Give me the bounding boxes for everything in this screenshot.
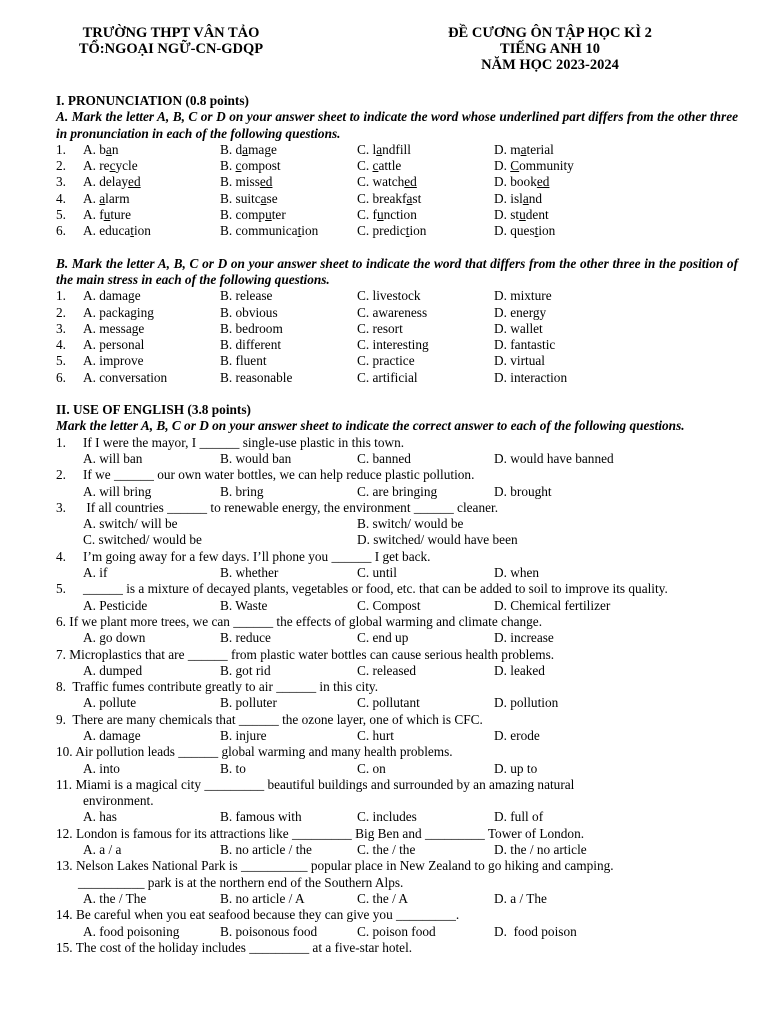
option-c[interactable]: C. are bringing [357, 483, 438, 499]
option-d[interactable]: D. erode [494, 727, 540, 743]
option-c[interactable]: C. resort [357, 320, 403, 336]
option-c[interactable]: C. the / A [357, 890, 408, 906]
option-b[interactable]: B. suitcase [220, 190, 278, 206]
question: 4. I’m going away for a few days. I’ll phone you ______ I get back. [56, 548, 431, 564]
question: 7. Microplastics that are ______ from plastic water bottles can cause serious health problems. [56, 646, 555, 662]
option-c[interactable]: C. interesting [357, 337, 429, 353]
option-b[interactable]: B. famous with [220, 809, 302, 825]
option-d[interactable]: D. student [494, 207, 549, 223]
option-b[interactable]: B. switch/ would be [357, 516, 464, 532]
question-number: 4. [56, 190, 66, 206]
options-row [56, 484, 738, 500]
option-a[interactable]: A. delayed [83, 174, 141, 190]
question: 5. ______ is a mixture of decayed plants, vegetables or food, etc. that can be added to soil to improve its quality. [56, 581, 668, 597]
question-number: 3. [56, 320, 66, 336]
question: 10. Air pollution leads ______ global warming and many health problems. [56, 744, 453, 760]
question: 12. London is famous for its attractions like _________ Big Ben and _________ Tower of London. [56, 825, 585, 841]
option-a[interactable]: A. switch/ will be [83, 516, 178, 532]
department-name: TỔ:NGOẠI NGỮ-CN-GDQP [78, 41, 264, 57]
question-number: 5. [56, 207, 66, 223]
subject: TIẾNG ANH 10 [500, 41, 600, 57]
option-d[interactable]: D. Community [494, 158, 574, 174]
option-a[interactable]: A. education [83, 223, 151, 239]
option-b[interactable]: B. reduce [220, 630, 271, 646]
option-d[interactable]: D. mixture [494, 288, 552, 304]
option-b[interactable]: B. communication [220, 223, 319, 239]
pron-a-row [56, 223, 738, 239]
option-d[interactable]: D. material [494, 141, 554, 157]
option-d[interactable]: D. island [494, 190, 543, 206]
option-a[interactable]: A. future [83, 207, 132, 223]
option-c[interactable]: C. prediction [357, 223, 427, 239]
option-b[interactable]: B. bedroom [220, 320, 283, 336]
option-b[interactable]: B. release [220, 288, 273, 304]
stress-b-row [56, 305, 738, 321]
option-d[interactable]: D. food poison [494, 923, 577, 939]
option-b[interactable]: B. poisonous food [220, 923, 318, 939]
pron-a-row [56, 207, 738, 223]
question-number: 1. [56, 141, 66, 157]
pron-a-row [56, 174, 738, 190]
option-d[interactable]: D. question [494, 223, 556, 239]
option-a[interactable]: A. will bring [83, 483, 152, 499]
option-d[interactable]: D. switched/ would have been [357, 532, 518, 548]
option-a[interactable]: A. a / a [83, 842, 122, 858]
option-d[interactable]: D. a / The [494, 890, 547, 906]
option-b[interactable]: B. obvious [220, 304, 278, 320]
option-b[interactable]: B. got rid [220, 662, 271, 678]
question-number: 5. [56, 353, 66, 369]
option-d[interactable]: D. the / no article [494, 842, 587, 858]
question: 14. Be careful when you eat seafood because they can give you _________. [56, 907, 460, 923]
pronunciation-part-b [56, 288, 738, 386]
question-continuation: environment. [83, 793, 154, 809]
option-c[interactable]: C. livestock [357, 288, 421, 304]
option-d[interactable]: D. virtual [494, 353, 545, 369]
option-d[interactable]: D. interaction [494, 369, 568, 385]
option-a[interactable]: A. pollute [83, 695, 137, 711]
option-a[interactable]: A. improve [83, 353, 144, 369]
option-c[interactable]: C. switched/ would be [83, 532, 202, 548]
option-c[interactable]: C. the / the [357, 842, 416, 858]
option-a[interactable]: A. ban [83, 141, 119, 157]
question-number: 3. [56, 174, 66, 190]
option-c[interactable]: C. includes [357, 809, 417, 825]
options-row [56, 630, 738, 646]
section-title: II. USE OF ENGLISH (3.8 points) [56, 402, 251, 418]
options-row [56, 565, 738, 581]
options-row [56, 663, 738, 679]
option-b[interactable]: B. would ban [220, 450, 292, 466]
option-d[interactable]: D. increase [494, 630, 554, 646]
question: 13. Nelson Lakes National Park is __________ popular place in New Zealand to go hiking and camping. [56, 858, 614, 874]
question-number: 2. [56, 304, 66, 320]
option-c[interactable]: C. artificial [357, 369, 418, 385]
option-d[interactable]: D. up to [494, 760, 538, 776]
option-b[interactable]: B. no article / A [220, 890, 305, 906]
school-year: NĂM HỌC 2023-2024 [481, 57, 619, 73]
stress-b-row [56, 321, 738, 337]
exam-content [56, 93, 738, 956]
question: 15. The cost of the holiday includes _________ at a five-star hotel. [56, 939, 413, 955]
question-number: 4. [56, 337, 66, 353]
option-b[interactable]: B. missed [220, 174, 273, 190]
options-row [56, 924, 738, 940]
option-c[interactable]: C. awareness [357, 304, 428, 320]
pronunciation-part-a [56, 142, 738, 240]
instruction: A. Mark the letter A, B, C or D on your answer sheet to indicate the word whose underlined part differs from the other three in pronunciation in each of the following questions. [56, 109, 738, 141]
option-a[interactable]: A. if [83, 565, 108, 581]
option-a[interactable]: A. damage [83, 727, 141, 743]
option-a[interactable]: A. food poisoning [83, 923, 180, 939]
option-c[interactable]: C. breakfast [357, 190, 422, 206]
question: 6. If we plant more trees, we can ______ the effects of global warming and climate change. [56, 613, 543, 629]
option-d[interactable]: D. leaked [494, 662, 545, 678]
question-number: 6. [56, 369, 66, 385]
pron-a-row [56, 191, 738, 207]
option-b[interactable]: B. computer [220, 207, 286, 223]
option-d[interactable]: D. full of [494, 809, 544, 825]
pron-a-row [56, 158, 738, 174]
question: 3. If all countries ______ to renewable energy, the environment ______ cleaner. [56, 499, 499, 515]
option-c[interactable]: C. practice [357, 353, 415, 369]
option-b[interactable]: B. injure [220, 727, 267, 743]
option-a[interactable]: A. alarm [83, 190, 130, 206]
option-c[interactable]: C. landfill [357, 141, 411, 157]
option-d[interactable]: D. fantastic [494, 337, 556, 353]
options-row [56, 809, 738, 825]
question-number: 1. [56, 288, 66, 304]
question: 9. There are many chemicals that ______ the ozone layer, one of which is CFC. [56, 711, 483, 727]
option-c[interactable]: C. cattle [357, 158, 402, 174]
options-row [56, 891, 738, 907]
option-a[interactable]: A. packaging [83, 304, 154, 320]
option-b[interactable]: B. whether [220, 565, 279, 581]
option-d[interactable]: D. wallet [494, 320, 543, 336]
option-a[interactable]: A. the / The [83, 890, 147, 906]
doc-title: ĐỀ CƯƠNG ÔN TẬP HỌC KÌ 2 [448, 25, 652, 41]
question: 2. If we ______ our own water bottles, we can help reduce plastic pollution. [56, 467, 475, 483]
options-row [56, 516, 738, 532]
options-row [56, 598, 738, 614]
option-c[interactable]: C. on [357, 760, 386, 776]
option-a[interactable]: A. dumped [83, 662, 143, 678]
option-a[interactable]: A. Pesticide [83, 597, 148, 613]
pron-a-row [56, 142, 738, 158]
option-b[interactable]: B. polluter [220, 695, 277, 711]
option-a[interactable]: A. recycle [83, 158, 138, 174]
question: 1. If I were the mayor, I ______ single-use plastic in this town. [56, 434, 405, 450]
option-c[interactable]: C. released [357, 662, 417, 678]
option-b[interactable]: B. to [220, 760, 246, 776]
option-a[interactable]: A. message [83, 320, 145, 336]
option-b[interactable]: B. compost [220, 158, 281, 174]
option-a[interactable]: A. into [83, 760, 120, 776]
question: 11. Miami is a magical city _________ beautiful buildings and surrounded by an amazing natural [56, 776, 575, 792]
header-left [56, 25, 286, 57]
option-c[interactable]: C. banned [357, 450, 411, 466]
school-name: TRƯỜNG THPT VÂN TẢO [82, 25, 260, 41]
section-title: I. PRONUNCIATION (0.8 points) [56, 93, 249, 108]
option-c[interactable]: C. poison food [357, 923, 436, 939]
option-d[interactable]: D. pollution [494, 695, 559, 711]
stress-b-row [56, 288, 738, 304]
stress-b-row [56, 337, 738, 353]
option-a[interactable]: A. damage [83, 288, 141, 304]
option-c[interactable]: C. pollutant [357, 695, 420, 711]
option-b[interactable]: B. Waste [220, 597, 268, 613]
options-row [56, 728, 738, 744]
option-a[interactable]: A. has [83, 809, 117, 825]
option-b[interactable]: B. different [220, 337, 282, 353]
option-d[interactable]: D. Chemical fertilizer [494, 597, 611, 613]
stress-b-row [56, 370, 738, 386]
header-right [405, 25, 695, 73]
option-c[interactable]: C. end up [357, 630, 409, 646]
option-d[interactable]: D. would have banned [494, 450, 614, 466]
option-b[interactable]: B. no article / the [220, 842, 312, 858]
option-a[interactable]: A. go down [83, 630, 146, 646]
option-c[interactable]: C. watched [357, 174, 417, 190]
stress-b-row [56, 353, 738, 369]
option-d[interactable]: D. energy [494, 304, 547, 320]
option-b[interactable]: B. fluent [220, 353, 267, 369]
options-row [56, 695, 738, 711]
question: 8. Traffic fumes contribute greatly to air ______ in this city. [56, 679, 379, 695]
option-c[interactable]: C. hurt [357, 727, 394, 743]
instruction: B. Mark the letter A, B, C or D on your answer sheet to indicate the word that differs from the other three in the position of the main stress in each of the following questions. [56, 255, 738, 287]
option-a[interactable]: A. conversation [83, 369, 168, 385]
option-a[interactable]: A. personal [83, 337, 145, 353]
option-d[interactable]: D. brought [494, 483, 552, 499]
option-b[interactable]: B. reasonable [220, 369, 293, 385]
option-a[interactable]: A. will ban [83, 450, 143, 466]
options-row [56, 842, 738, 858]
option-c[interactable]: C. until [357, 565, 397, 581]
options-row [56, 451, 738, 467]
option-b[interactable]: B. bring [220, 483, 264, 499]
option-d[interactable]: D. booked [494, 174, 550, 190]
instruction: Mark the letter A, B, C or D on your answer sheet to indicate the correct answer to each of the following questions. [56, 418, 685, 434]
options-row [56, 532, 738, 548]
option-b[interactable]: B. damage [220, 141, 277, 157]
question-number: 2. [56, 158, 66, 174]
options-row [56, 761, 738, 777]
question-number: 6. [56, 223, 66, 239]
option-d[interactable]: D. when [494, 565, 540, 581]
option-c[interactable]: C. function [357, 207, 417, 223]
option-c[interactable]: C. Compost [357, 597, 421, 613]
question-continuation: __________ park is at the northern end of the Southern Alps. [78, 874, 404, 890]
